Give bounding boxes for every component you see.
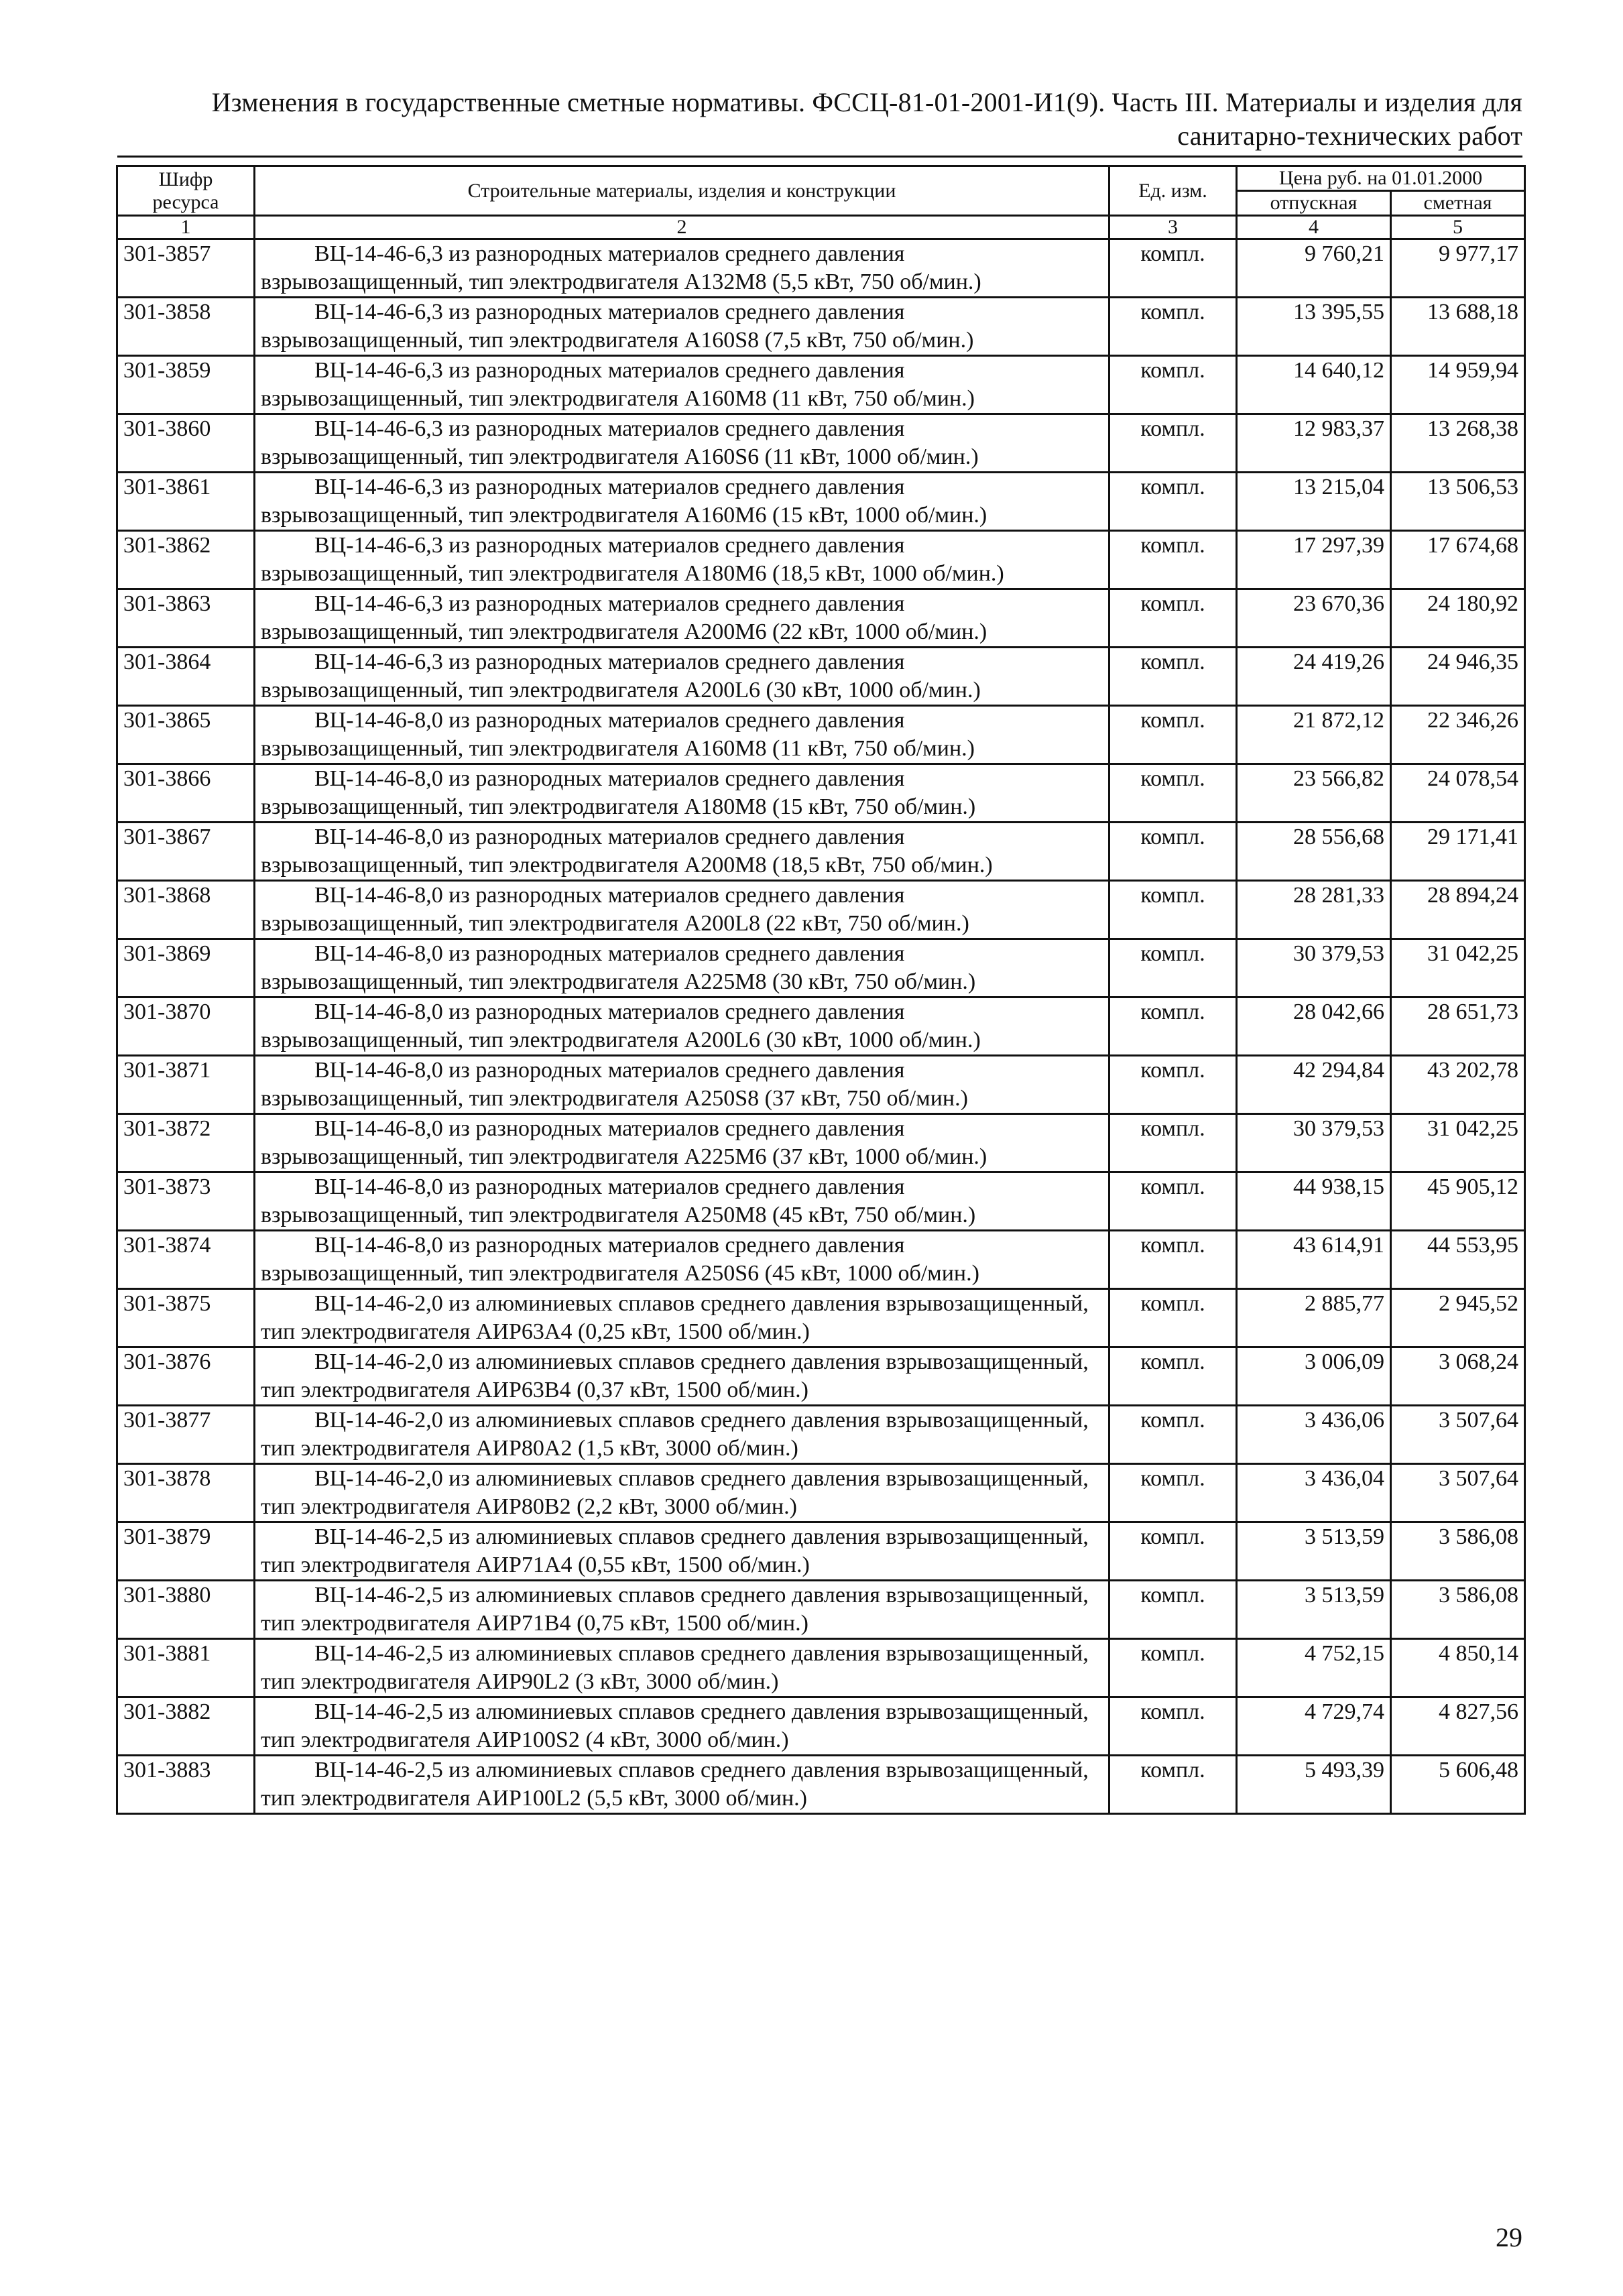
unit-of-measure: компл. bbox=[1109, 1289, 1237, 1347]
col-header-unit: Ед. изм. bbox=[1109, 166, 1237, 216]
estimate-price: 45 905,12 bbox=[1391, 1172, 1525, 1231]
resource-code: 301-3862 bbox=[117, 531, 255, 589]
estimate-price: 3 586,08 bbox=[1391, 1581, 1525, 1639]
release-price: 3 513,59 bbox=[1237, 1581, 1391, 1639]
column-number: 5 bbox=[1391, 216, 1525, 239]
unit-of-measure: компл. bbox=[1109, 589, 1237, 648]
resource-code: 301-3882 bbox=[117, 1697, 255, 1756]
unit-of-measure: компл. bbox=[1109, 239, 1237, 298]
resource-description: ВЦ-14-46-2,5 из алюминиевых сплавов среднего давления взрывозащищенный, тип электродвигателя АИР71А4 (0,55 кВт, 1500 об/мин.) bbox=[255, 1522, 1109, 1581]
resource-description: ВЦ-14-46-2,0 из алюминиевых сплавов среднего давления взрывозащищенный, тип электродвигателя АИР80А2 (1,5 кВт, 3000 об/мин.) bbox=[255, 1406, 1109, 1464]
unit-of-measure: компл. bbox=[1109, 764, 1237, 823]
resource-code: 301-3857 bbox=[117, 239, 255, 298]
resource-code: 301-3867 bbox=[117, 823, 255, 881]
estimate-price: 17 674,68 bbox=[1391, 531, 1525, 589]
table-row bbox=[117, 239, 1525, 298]
resource-description: ВЦ-14-46-6,3 из разнородных материалов среднего давления взрывозащищенный, тип электродвигателя А160М6 (15 кВт, 1000 об/мин.) bbox=[255, 473, 1109, 531]
resource-code: 301-3860 bbox=[117, 414, 255, 473]
estimate-price: 43 202,78 bbox=[1391, 1056, 1525, 1114]
resource-code: 301-3869 bbox=[117, 939, 255, 998]
resource-description: ВЦ-14-46-8,0 из разнородных материалов среднего давления взрывозащищенный, тип электродвигателя А225М6 (37 кВт, 1000 об/мин.) bbox=[255, 1114, 1109, 1172]
release-price: 3 436,06 bbox=[1237, 1406, 1391, 1464]
header-title-line1: Изменения в государственные сметные нормативы. ФССЦ-81-01-2001-И1(9). Часть III. Материалы и изделия для bbox=[211, 87, 1522, 117]
unit-of-measure: компл. bbox=[1109, 1464, 1237, 1522]
resource-description: ВЦ-14-46-6,3 из разнородных материалов среднего давления взрывозащищенный, тип электродвигателя А160S8 (7,5 кВт, 750 об/мин.) bbox=[255, 298, 1109, 356]
resource-description: ВЦ-14-46-6,3 из разнородных материалов среднего давления взрывозащищенный, тип электродвигателя А160М8 (11 кВт, 750 об/мин.) bbox=[255, 356, 1109, 414]
table-header bbox=[117, 166, 1525, 239]
estimate-price: 31 042,25 bbox=[1391, 1114, 1525, 1172]
unit-of-measure: компл. bbox=[1109, 414, 1237, 473]
page-header bbox=[114, 86, 1522, 153]
table-row bbox=[117, 1347, 1525, 1406]
col-header-code: Шифр ресурса bbox=[117, 166, 255, 216]
release-price: 13 395,55 bbox=[1237, 298, 1391, 356]
resource-description: ВЦ-14-46-8,0 из разнородных материалов среднего давления взрывозащищенный, тип электродвигателя А250М8 (45 кВт, 750 об/мин.) bbox=[255, 1172, 1109, 1231]
table-row bbox=[117, 1581, 1525, 1639]
resource-code: 301-3871 bbox=[117, 1056, 255, 1114]
release-price: 5 493,39 bbox=[1237, 1756, 1391, 1814]
table-row bbox=[117, 414, 1525, 473]
estimate-price: 3 507,64 bbox=[1391, 1406, 1525, 1464]
resource-code: 301-3873 bbox=[117, 1172, 255, 1231]
unit-of-measure: компл. bbox=[1109, 298, 1237, 356]
estimate-price: 24 180,92 bbox=[1391, 589, 1525, 648]
table-row bbox=[117, 1464, 1525, 1522]
table-row bbox=[117, 1056, 1525, 1114]
release-price: 24 419,26 bbox=[1237, 648, 1391, 706]
table-row bbox=[117, 823, 1525, 881]
table-row bbox=[117, 706, 1525, 764]
estimate-price: 24 946,35 bbox=[1391, 648, 1525, 706]
estimate-price: 13 688,18 bbox=[1391, 298, 1525, 356]
unit-of-measure: компл. bbox=[1109, 473, 1237, 531]
column-number-row bbox=[117, 216, 1525, 239]
table-row bbox=[117, 1756, 1525, 1814]
header-rule bbox=[117, 156, 1522, 158]
table-row bbox=[117, 648, 1525, 706]
estimate-price: 28 894,24 bbox=[1391, 881, 1525, 939]
resource-description: ВЦ-14-46-6,3 из разнородных материалов среднего давления взрывозащищенный, тип электродвигателя А200М6 (22 кВт, 1000 об/мин.) bbox=[255, 589, 1109, 648]
resource-description: ВЦ-14-46-2,0 из алюминиевых сплавов среднего давления взрывозащищенный, тип электродвигателя АИР80В2 (2,2 кВт, 3000 об/мин.) bbox=[255, 1464, 1109, 1522]
release-price: 13 215,04 bbox=[1237, 473, 1391, 531]
estimate-price: 24 078,54 bbox=[1391, 764, 1525, 823]
resource-code: 301-3861 bbox=[117, 473, 255, 531]
table-row bbox=[117, 764, 1525, 823]
column-number: 2 bbox=[255, 216, 1109, 239]
resource-code: 301-3872 bbox=[117, 1114, 255, 1172]
resource-code: 301-3875 bbox=[117, 1289, 255, 1347]
estimate-price: 4 850,14 bbox=[1391, 1639, 1525, 1697]
unit-of-measure: компл. bbox=[1109, 1347, 1237, 1406]
estimate-price: 3 586,08 bbox=[1391, 1522, 1525, 1581]
table-row bbox=[117, 1406, 1525, 1464]
resource-description: ВЦ-14-46-6,3 из разнородных материалов среднего давления взрывозащищенный, тип электродвигателя А180М6 (18,5 кВт, 1000 об/мин.) bbox=[255, 531, 1109, 589]
unit-of-measure: компл. bbox=[1109, 1172, 1237, 1231]
estimate-price: 31 042,25 bbox=[1391, 939, 1525, 998]
unit-of-measure: компл. bbox=[1109, 1581, 1237, 1639]
resource-code: 301-3863 bbox=[117, 589, 255, 648]
release-price: 14 640,12 bbox=[1237, 356, 1391, 414]
resource-code: 301-3859 bbox=[117, 356, 255, 414]
table-row bbox=[117, 531, 1525, 589]
estimate-price: 3 507,64 bbox=[1391, 1464, 1525, 1522]
estimate-price: 2 945,52 bbox=[1391, 1289, 1525, 1347]
col-header-price-group: Цена руб. на 01.01.2000 bbox=[1237, 166, 1525, 191]
table-row bbox=[117, 1697, 1525, 1756]
table-row bbox=[117, 1231, 1525, 1289]
release-price: 23 670,36 bbox=[1237, 589, 1391, 648]
page-number: 29 bbox=[1496, 2222, 1522, 2252]
release-price: 28 281,33 bbox=[1237, 881, 1391, 939]
table-row bbox=[117, 1172, 1525, 1231]
unit-of-measure: компл. bbox=[1109, 823, 1237, 881]
estimate-price: 28 651,73 bbox=[1391, 998, 1525, 1056]
release-price: 17 297,39 bbox=[1237, 531, 1391, 589]
unit-of-measure: компл. bbox=[1109, 1756, 1237, 1814]
resource-description: ВЦ-14-46-8,0 из разнородных материалов среднего давления взрывозащищенный, тип электродвигателя А200L6 (30 кВт, 1000 об/мин.) bbox=[255, 998, 1109, 1056]
column-number: 3 bbox=[1109, 216, 1237, 239]
unit-of-measure: компл. bbox=[1109, 1639, 1237, 1697]
unit-of-measure: компл. bbox=[1109, 881, 1237, 939]
col-header-estimate-price: сметная bbox=[1391, 191, 1525, 216]
release-price: 3 436,04 bbox=[1237, 1464, 1391, 1522]
estimate-price: 22 346,26 bbox=[1391, 706, 1525, 764]
table-row bbox=[117, 298, 1525, 356]
release-price: 28 556,68 bbox=[1237, 823, 1391, 881]
resource-code: 301-3868 bbox=[117, 881, 255, 939]
resource-description: ВЦ-14-46-2,5 из алюминиевых сплавов среднего давления взрывозащищенный, тип электродвигателя АИР100S2 (4 кВт, 3000 об/мин.) bbox=[255, 1697, 1109, 1756]
table-row bbox=[117, 939, 1525, 998]
table-row bbox=[117, 998, 1525, 1056]
resource-description: ВЦ-14-46-8,0 из разнородных материалов среднего давления взрывозащищенный, тип электродвигателя А180М8 (15 кВт, 750 об/мин.) bbox=[255, 764, 1109, 823]
unit-of-measure: компл. bbox=[1109, 998, 1237, 1056]
resource-code: 301-3878 bbox=[117, 1464, 255, 1522]
resource-description: ВЦ-14-46-8,0 из разнородных материалов среднего давления взрывозащищенный, тип электродвигателя А160М8 (11 кВт, 750 об/мин.) bbox=[255, 706, 1109, 764]
resource-description: ВЦ-14-46-2,5 из алюминиевых сплавов среднего давления взрывозащищенный, тип электродвигателя АИР71В4 (0,75 кВт, 1500 об/мин.) bbox=[255, 1581, 1109, 1639]
header-title-line2: санитарно-технических работ bbox=[1177, 121, 1522, 151]
estimate-price: 44 553,95 bbox=[1391, 1231, 1525, 1289]
release-price: 3 513,59 bbox=[1237, 1522, 1391, 1581]
resource-price-table bbox=[116, 165, 1526, 1815]
estimate-price: 4 827,56 bbox=[1391, 1697, 1525, 1756]
resource-description: ВЦ-14-46-8,0 из разнородных материалов среднего давления взрывозащищенный, тип электродвигателя А250S6 (45 кВт, 1000 об/мин.) bbox=[255, 1231, 1109, 1289]
estimate-price: 29 171,41 bbox=[1391, 823, 1525, 881]
unit-of-measure: компл. bbox=[1109, 1406, 1237, 1464]
resource-description: ВЦ-14-46-2,5 из алюминиевых сплавов среднего давления взрывозащищенный, тип электродвигателя АИР100L2 (5,5 кВт, 3000 об/мин.) bbox=[255, 1756, 1109, 1814]
resource-description: ВЦ-14-46-6,3 из разнородных материалов среднего давления взрывозащищенный, тип электродвигателя А200L6 (30 кВт, 1000 об/мин.) bbox=[255, 648, 1109, 706]
table-body bbox=[117, 239, 1525, 1814]
estimate-price: 14 959,94 bbox=[1391, 356, 1525, 414]
resource-code: 301-3883 bbox=[117, 1756, 255, 1814]
resource-description: ВЦ-14-46-8,0 из разнородных материалов среднего давления взрывозащищенный, тип электродвигателя А225М8 (30 кВт, 750 об/мин.) bbox=[255, 939, 1109, 998]
resource-code: 301-3870 bbox=[117, 998, 255, 1056]
resource-description: ВЦ-14-46-8,0 из разнородных материалов среднего давления взрывозащищенный, тип электродвигателя А200М8 (18,5 кВт, 750 об/мин.) bbox=[255, 823, 1109, 881]
unit-of-measure: компл. bbox=[1109, 1522, 1237, 1581]
estimate-price: 13 506,53 bbox=[1391, 473, 1525, 531]
unit-of-measure: компл. bbox=[1109, 648, 1237, 706]
table-row bbox=[117, 881, 1525, 939]
release-price: 30 379,53 bbox=[1237, 1114, 1391, 1172]
resource-description: ВЦ-14-46-8,0 из разнородных материалов среднего давления взрывозащищенный, тип электродвигателя А250S8 (37 кВт, 750 об/мин.) bbox=[255, 1056, 1109, 1114]
release-price: 21 872,12 bbox=[1237, 706, 1391, 764]
estimate-price: 13 268,38 bbox=[1391, 414, 1525, 473]
unit-of-measure: компл. bbox=[1109, 531, 1237, 589]
estimate-price: 9 977,17 bbox=[1391, 239, 1525, 298]
release-price: 44 938,15 bbox=[1237, 1172, 1391, 1231]
table-row bbox=[117, 1289, 1525, 1347]
release-price: 9 760,21 bbox=[1237, 239, 1391, 298]
resource-code: 301-3864 bbox=[117, 648, 255, 706]
unit-of-measure: компл. bbox=[1109, 356, 1237, 414]
resource-code: 301-3881 bbox=[117, 1639, 255, 1697]
resource-code: 301-3879 bbox=[117, 1522, 255, 1581]
release-price: 12 983,37 bbox=[1237, 414, 1391, 473]
resource-code: 301-3866 bbox=[117, 764, 255, 823]
resource-description: ВЦ-14-46-2,0 из алюминиевых сплавов среднего давления взрывозащищенный, тип электродвигателя АИР63А4 (0,25 кВт, 1500 об/мин.) bbox=[255, 1289, 1109, 1347]
release-price: 42 294,84 bbox=[1237, 1056, 1391, 1114]
resource-description: ВЦ-14-46-2,5 из алюминиевых сплавов среднего давления взрывозащищенный, тип электродвигателя АИР90L2 (3 кВт, 3000 об/мин.) bbox=[255, 1639, 1109, 1697]
table-row bbox=[117, 1639, 1525, 1697]
resource-description: ВЦ-14-46-6,3 из разнородных материалов среднего давления взрывозащищенный, тип электродвигателя А132М8 (5,5 кВт, 750 об/мин.) bbox=[255, 239, 1109, 298]
column-number: 4 bbox=[1237, 216, 1391, 239]
release-price: 3 006,09 bbox=[1237, 1347, 1391, 1406]
table-row bbox=[117, 1522, 1525, 1581]
unit-of-measure: компл. bbox=[1109, 1114, 1237, 1172]
estimate-price: 3 068,24 bbox=[1391, 1347, 1525, 1406]
release-price: 43 614,91 bbox=[1237, 1231, 1391, 1289]
release-price: 2 885,77 bbox=[1237, 1289, 1391, 1347]
release-price: 28 042,66 bbox=[1237, 998, 1391, 1056]
resource-description: ВЦ-14-46-8,0 из разнородных материалов среднего давления взрывозащищенный, тип электродвигателя А200L8 (22 кВт, 750 об/мин.) bbox=[255, 881, 1109, 939]
unit-of-measure: компл. bbox=[1109, 1056, 1237, 1114]
release-price: 4 729,74 bbox=[1237, 1697, 1391, 1756]
release-price: 30 379,53 bbox=[1237, 939, 1391, 998]
resource-description: ВЦ-14-46-6,3 из разнородных материалов среднего давления взрывозащищенный, тип электродвигателя А160S6 (11 кВт, 1000 об/мин.) bbox=[255, 414, 1109, 473]
release-price: 23 566,82 bbox=[1237, 764, 1391, 823]
col-header-name: Строительные материалы, изделия и конструкции bbox=[255, 166, 1109, 216]
table-row bbox=[117, 356, 1525, 414]
resource-code: 301-3877 bbox=[117, 1406, 255, 1464]
estimate-price: 5 606,48 bbox=[1391, 1756, 1525, 1814]
unit-of-measure: компл. bbox=[1109, 1697, 1237, 1756]
resource-code: 301-3865 bbox=[117, 706, 255, 764]
release-price: 4 752,15 bbox=[1237, 1639, 1391, 1697]
resource-code: 301-3874 bbox=[117, 1231, 255, 1289]
table-row bbox=[117, 589, 1525, 648]
resource-description: ВЦ-14-46-2,0 из алюминиевых сплавов среднего давления взрывозащищенный, тип электродвигателя АИР63В4 (0,37 кВт, 1500 об/мин.) bbox=[255, 1347, 1109, 1406]
resource-code: 301-3880 bbox=[117, 1581, 255, 1639]
resource-code: 301-3876 bbox=[117, 1347, 255, 1406]
unit-of-measure: компл. bbox=[1109, 706, 1237, 764]
table-row bbox=[117, 473, 1525, 531]
unit-of-measure: компл. bbox=[1109, 1231, 1237, 1289]
unit-of-measure: компл. bbox=[1109, 939, 1237, 998]
col-header-release-price: отпускная bbox=[1237, 191, 1391, 216]
column-number: 1 bbox=[117, 216, 255, 239]
table-row bbox=[117, 1114, 1525, 1172]
resource-code: 301-3858 bbox=[117, 298, 255, 356]
